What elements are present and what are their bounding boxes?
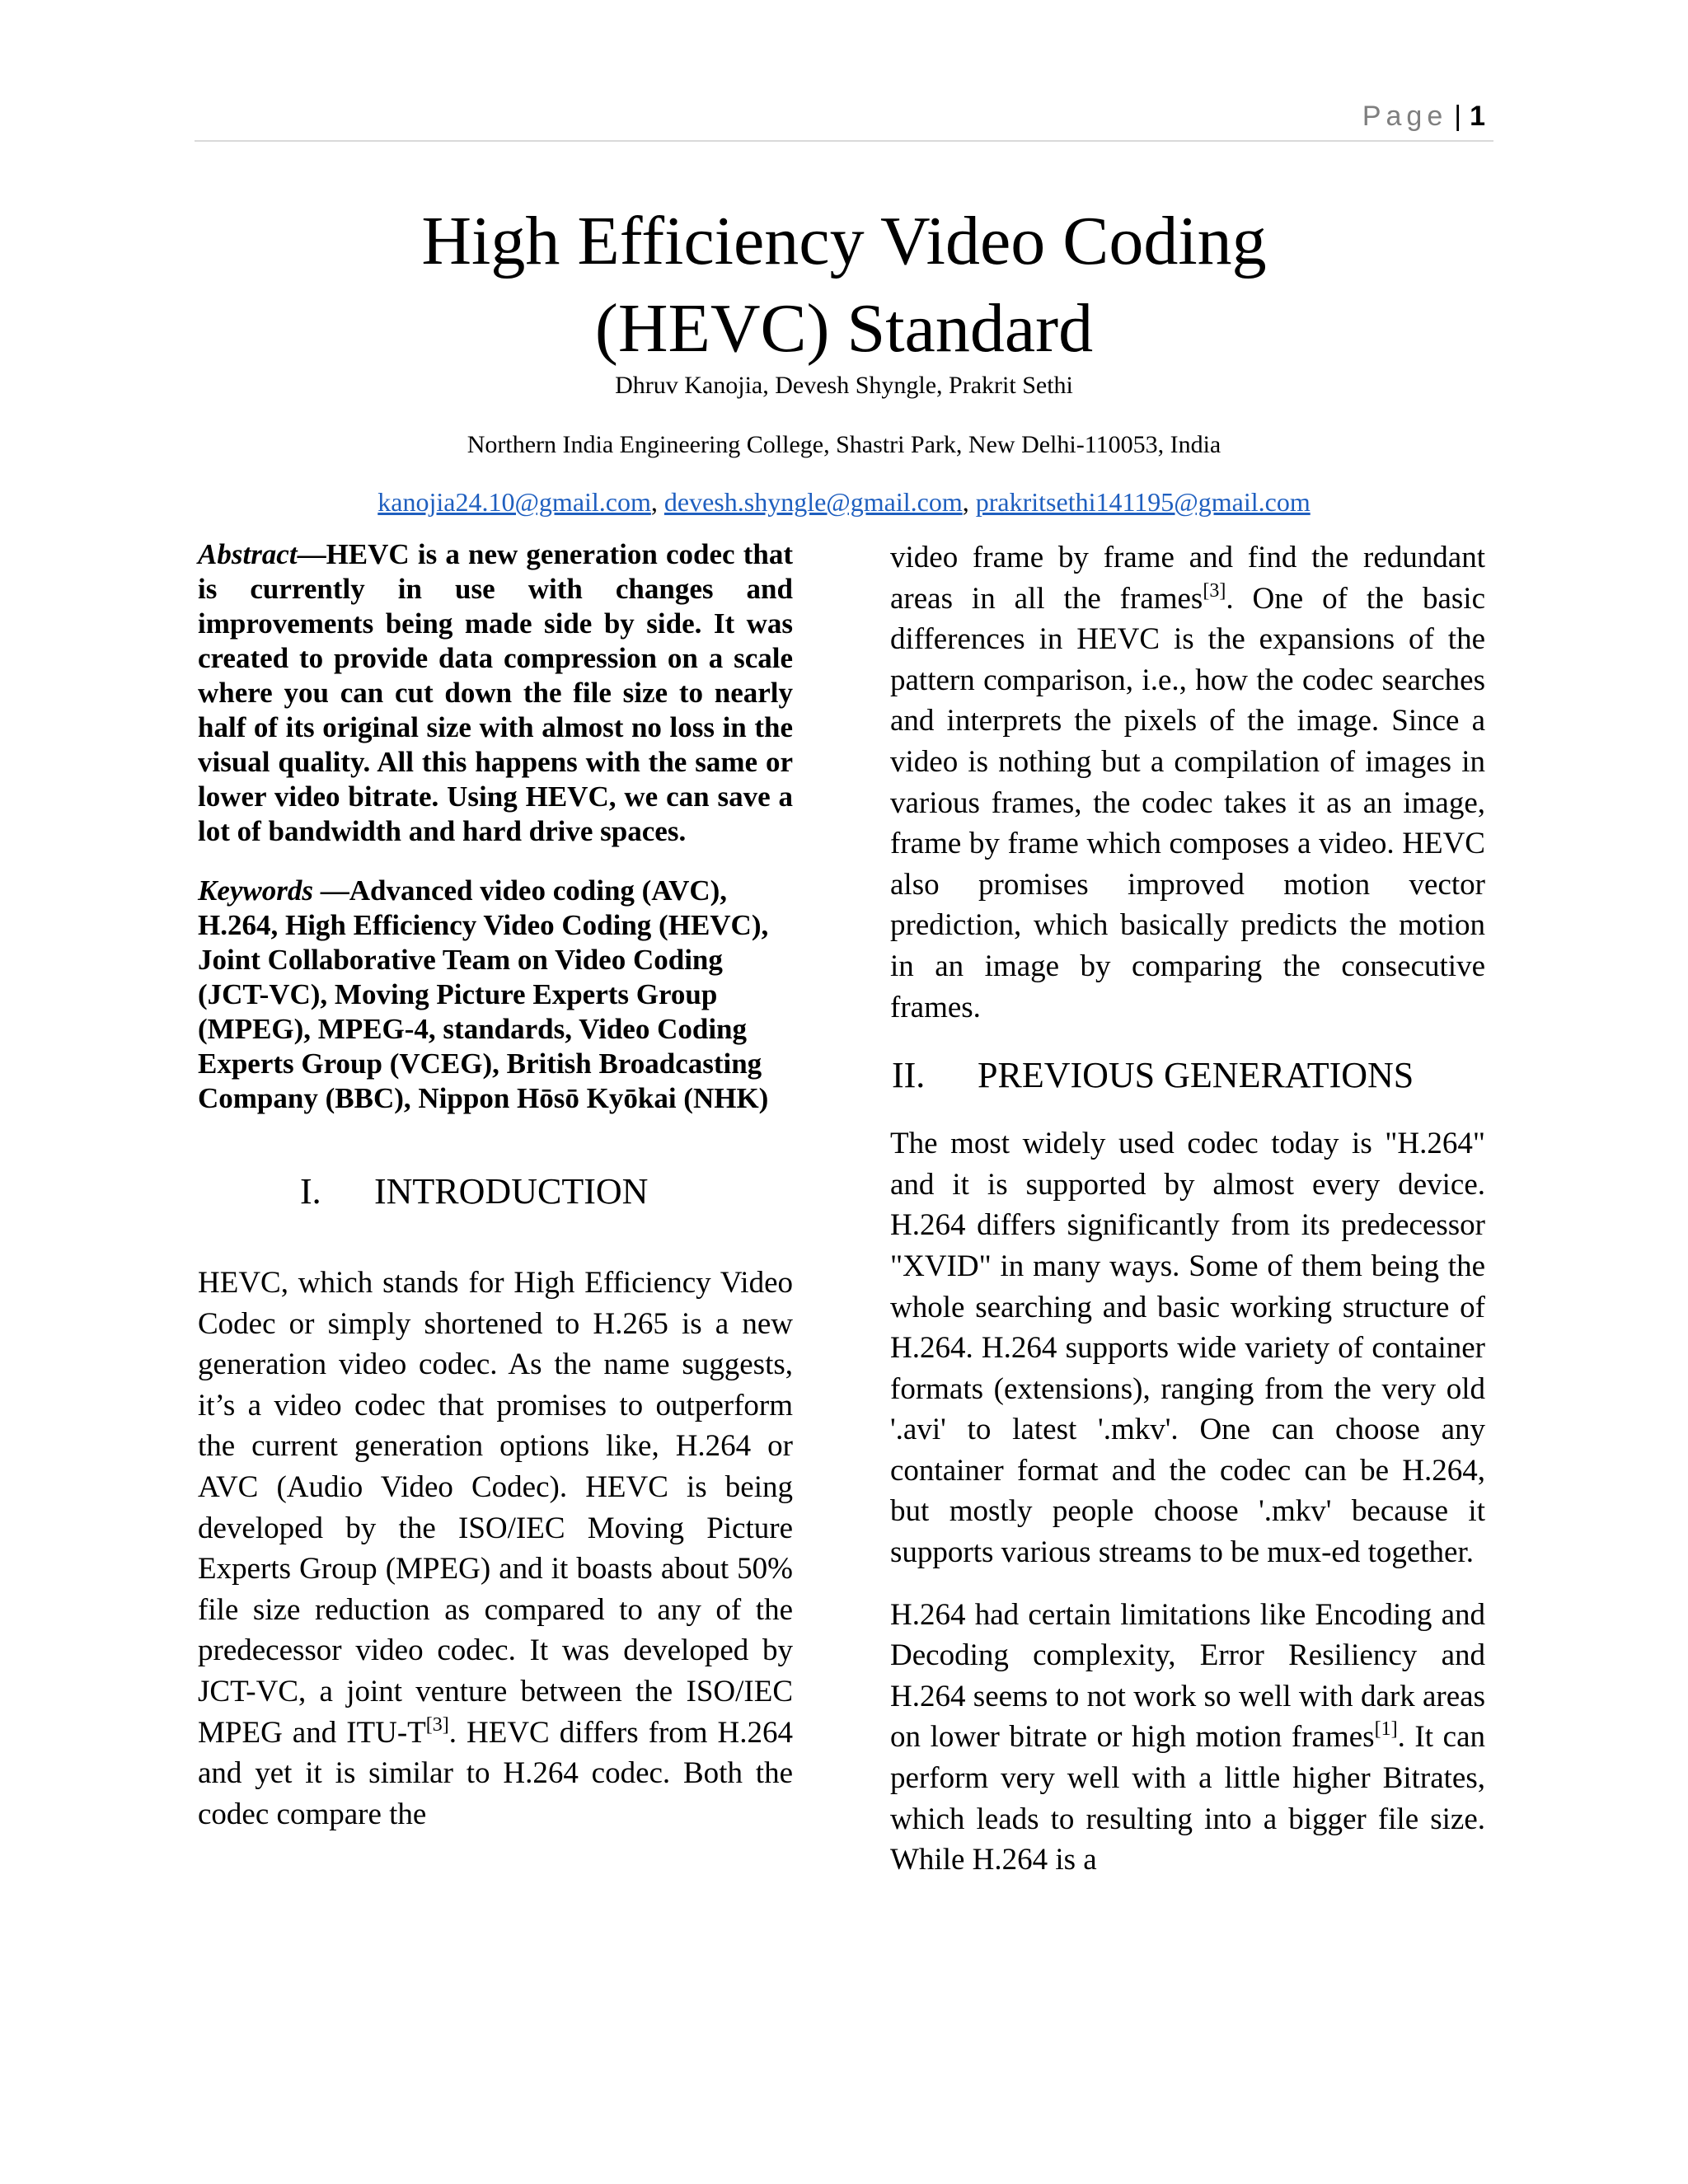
- keywords: [198, 874, 793, 1116]
- page-number: 1: [1470, 101, 1485, 132]
- section-numeral: I.: [300, 1171, 321, 1212]
- citation-ref: [3]: [425, 1713, 449, 1736]
- citation-ref: [3]: [1203, 579, 1226, 602]
- page-separator: |: [1454, 101, 1462, 132]
- page-number-label: [1362, 101, 1485, 133]
- keywords-text: —Advanced video coding (AVC), H.264, High Efficiency Video Coding (HEVC), Joint Collaborative Team on Video Coding (JCT-VC), Moving Picture Experts Group (MPEG), MPEG-4, standards, Video Coding Experts Group (VCEG), British Broadcasting Company (BBC), Nippon Hōsō Kyōkai (NHK): [198, 874, 769, 1114]
- author-separator: ,: [936, 372, 950, 399]
- paragraph-text: H.264 had certain limitations like Encoding and Decoding complexity, Error Resiliency and H.264 seems to not work so well with dark areas on lower bitrate or high motion frames: [890, 1597, 1485, 1755]
- email-link-3[interactable]: prakritsethi141195@gmail.com: [975, 487, 1311, 517]
- email-link-1[interactable]: kanojia24.10@gmail.com: [377, 487, 651, 517]
- title-line-1: High Efficiency Video Coding: [421, 203, 1267, 279]
- affiliation: Northern India Engineering College, Shastri Park, New Delhi-110053, India: [467, 431, 1221, 458]
- abstract: [198, 537, 793, 849]
- email-link-2[interactable]: devesh.shyngle@gmail.com: [663, 487, 963, 517]
- author-2: Devesh Shyngle: [775, 372, 937, 399]
- paragraph-text: . HEVC differs from H.264 and yet it is similar to H.264 codec. Both the codec compare the: [198, 1715, 793, 1831]
- section-numeral: II.: [892, 1055, 926, 1096]
- author-1: Dhruv Kanojia: [615, 372, 763, 399]
- paragraph-text: HEVC, which stands for High Efficiency Video Codec or simply shortened to H.265 is a new generation video codec. As the name suggests, it’s a video codec that promises to outperform the current generation options like, H.264 or AVC (Audio Video Codec). HEVC is being developed by the ISO/IEC Moving Picture Experts Group (MPEG) and it boasts about 50% file size reduction as compared to any of the predecessor video codec. It was developed by JCT-VC, a joint venture between the ISO/IEC MPEG and ITU-T: [198, 1266, 793, 1750]
- abstract-text: —HEVC is a new generation codec that is currently in use with changes and improvements being made side by side. It was created to provide data compression on a scale where you can cut down the file size to nearly half of its original size with almost no loss in the visual quality. All this happens with the same or lower video bitrate. Using HEVC, we can save a lot of bandwidth and hard drive spaces.: [198, 538, 793, 847]
- page-header: [195, 97, 1493, 142]
- author-list: [195, 369, 1493, 402]
- introduction-paragraph-continued: [890, 537, 1485, 1028]
- keywords-lead: Keywords: [198, 874, 313, 907]
- citation-ref: [1]: [1374, 1718, 1398, 1741]
- section-heading-introduction: [300, 1169, 793, 1215]
- email-list: kanojia24.10@gmail.com, devesh.shyngle@gmail.com, prakritsethi141195@gmail.com: [377, 487, 1311, 517]
- left-column: [198, 537, 793, 1835]
- previous-generations-paragraph-1: The most widely used codec today is "H.264" and it is supported by almost every device. H.264 differs significantly from its predecessor "XVID" in many ways. Some of them being the whole searching and basic working structure of H.264. H.264 supports wide variety of container formats (extensions), ranging from the very old '.avi' to latest '.mkv'. One can choose any container format and the codec can be H.264, but mostly people choose '.mkv' because it supports various streams to be mux-ed together.: [890, 1127, 1485, 1570]
- abstract-lead: Abstract: [198, 538, 298, 570]
- section-title: INTRODUCTION: [374, 1171, 649, 1212]
- previous-generations-paragraph-2: [890, 1595, 1485, 1881]
- introduction-paragraph: [198, 1263, 793, 1835]
- paper-title: [195, 198, 1493, 373]
- paragraph-text: video frame by frame and find the redundant areas in all the frames: [890, 541, 1485, 616]
- paragraph-text: . It can perform very well with a little higher Bitrates, which leads to resulting into a bigger file size. While H.264 is a: [890, 1720, 1485, 1877]
- section-heading-previous-generations: [892, 1052, 1485, 1099]
- paragraph-text: . One of the basic differences in HEVC is the expansions of the pattern comparison, i.e., how the codec searches and interprets the pixels of the image. Since a video is nothing but a compilation of images in various frames, the codec takes it as an image, frame by frame which composes a video. HEVC also promises improved motion vector prediction, which basically predicts the motion in an image by comparing the consecutive frames.: [890, 581, 1485, 1024]
- page-label: Page: [1362, 101, 1448, 132]
- author-separator: ,: [762, 372, 776, 399]
- right-column: [890, 537, 1485, 1881]
- section-title: PREVIOUS GENERATIONS: [978, 1055, 1414, 1096]
- author-3: Prakrit Sethi: [949, 372, 1073, 399]
- title-line-2: (HEVC) Standard: [594, 290, 1094, 367]
